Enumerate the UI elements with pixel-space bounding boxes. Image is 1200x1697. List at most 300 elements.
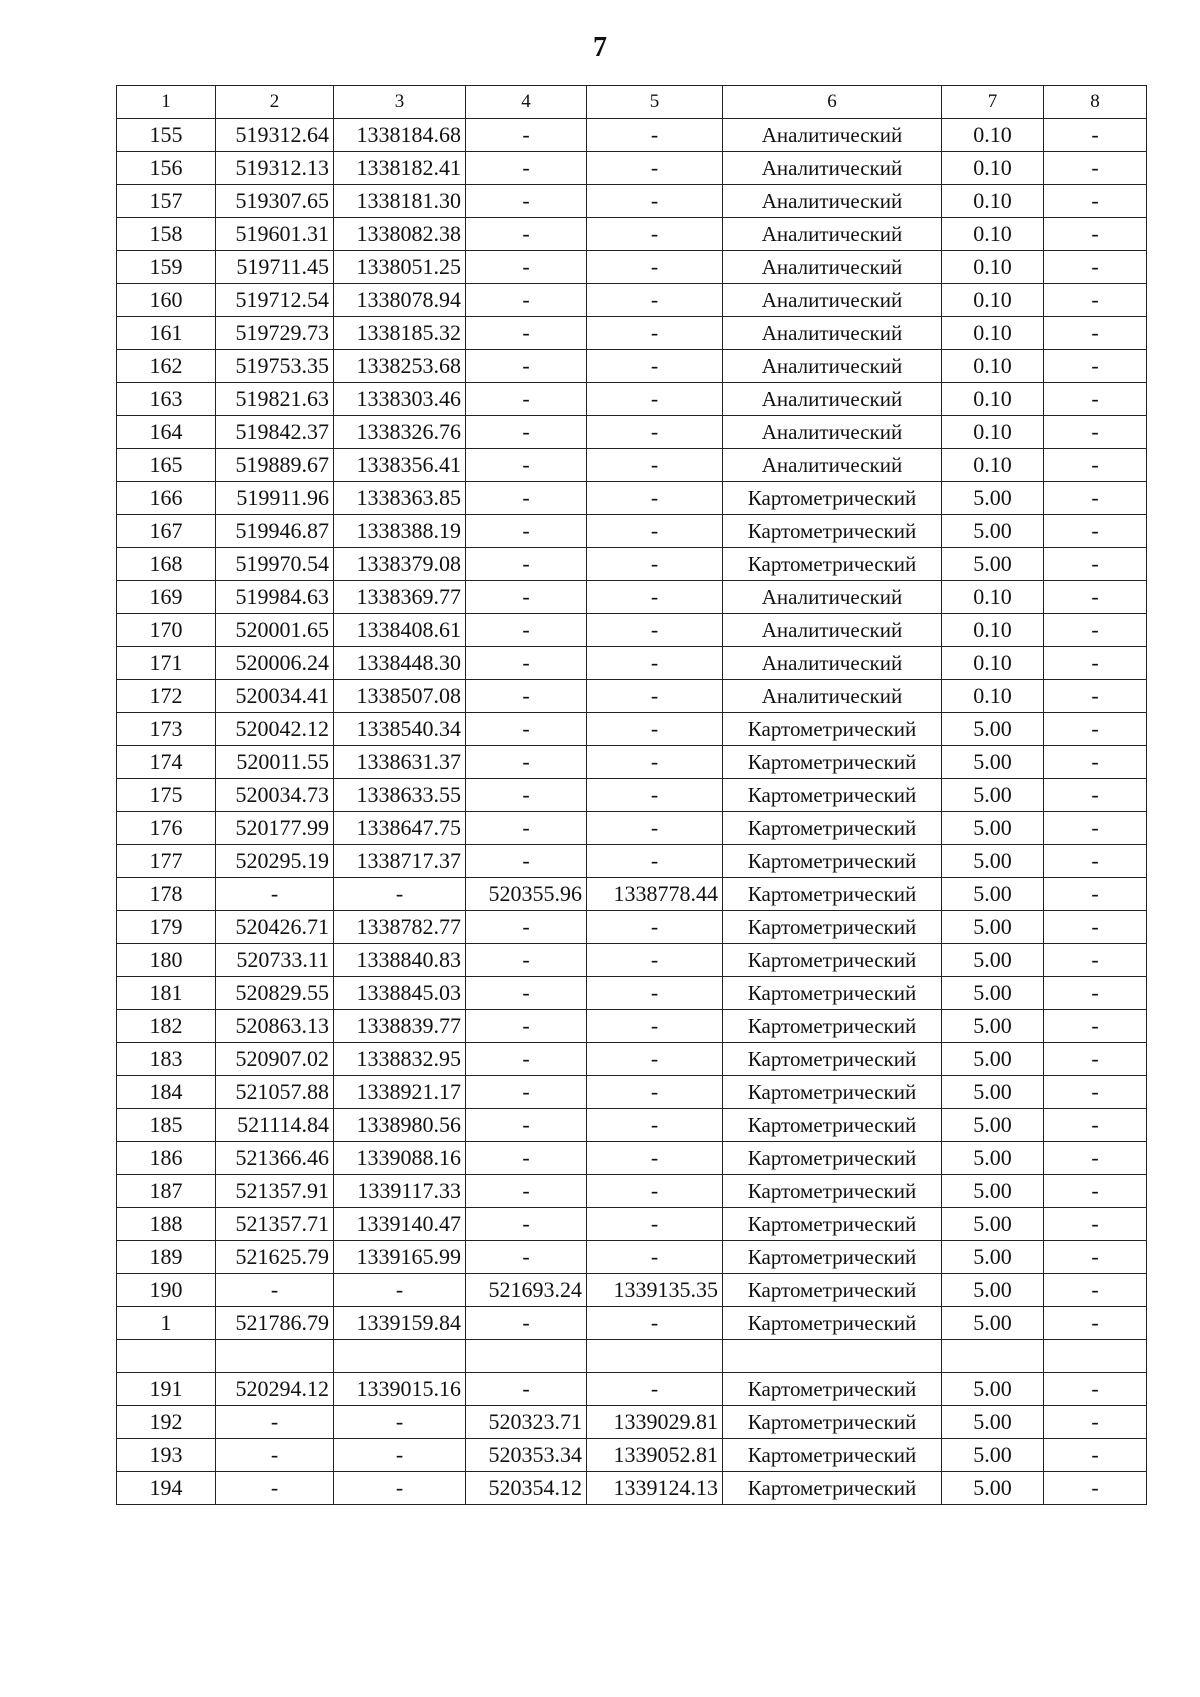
cell-x-coordinate: 519711.45: [216, 251, 334, 284]
cell-point-number: 185: [117, 1109, 216, 1142]
table-row: [117, 185, 1147, 218]
cell-y-new-coordinate: 1339052.81: [587, 1439, 723, 1472]
cell-y-coordinate: 1338303.46: [334, 383, 466, 416]
cell-y-coordinate: 1339140.47: [334, 1208, 466, 1241]
cell-accuracy: 5.00: [942, 1175, 1044, 1208]
table-row: [117, 1307, 1147, 1340]
cell-y-new-coordinate: -: [587, 449, 723, 482]
table-row: [117, 779, 1147, 812]
table-row: [117, 548, 1147, 581]
cell-accuracy: 5.00: [942, 1010, 1044, 1043]
cell-y-new-coordinate: -: [587, 1010, 723, 1043]
table-header-row: [117, 86, 1147, 119]
cell-accuracy: 5.00: [942, 1043, 1044, 1076]
cell-x-coordinate: 519889.67: [216, 449, 334, 482]
cell-note: -: [1044, 1043, 1147, 1076]
cell-x-new-coordinate: 521693.24: [466, 1274, 587, 1307]
cell-accuracy: 0.10: [942, 581, 1044, 614]
cell-x-coordinate: 519821.63: [216, 383, 334, 416]
cell-point-number: 190: [117, 1274, 216, 1307]
table-row: [117, 284, 1147, 317]
cell-accuracy: 0.10: [942, 251, 1044, 284]
cell-point-number: 193: [117, 1439, 216, 1472]
cell-x-new-coordinate: -: [466, 1208, 587, 1241]
table-row: [117, 812, 1147, 845]
cell-x-coordinate: 519729.73: [216, 317, 334, 350]
cell-accuracy: 5.00: [942, 1142, 1044, 1175]
cell-accuracy: 5.00: [942, 548, 1044, 581]
cell-x-coordinate: 520011.55: [216, 746, 334, 779]
cell-x-new-coordinate: -: [466, 1373, 587, 1406]
cell-point-number: 157: [117, 185, 216, 218]
cell-method: Аналитический: [723, 317, 942, 350]
table-row: [117, 416, 1147, 449]
cell-y-coordinate: 1338507.08: [334, 680, 466, 713]
table-row: [117, 1241, 1147, 1274]
cell-x-coordinate: 520295.19: [216, 845, 334, 878]
table-row: [117, 1472, 1147, 1505]
cell-x-new-coordinate: -: [466, 713, 587, 746]
cell-x-coordinate: 521057.88: [216, 1076, 334, 1109]
cell-accuracy: 5.00: [942, 944, 1044, 977]
cell-point-number: 167: [117, 515, 216, 548]
cell-point-number: 184: [117, 1076, 216, 1109]
cell-note: -: [1044, 1274, 1147, 1307]
cell-y-new-coordinate: -: [587, 185, 723, 218]
cell-accuracy: 5.00: [942, 746, 1044, 779]
column-header-3: 3: [334, 86, 466, 119]
cell-x-new-coordinate: 520323.71: [466, 1406, 587, 1439]
cell-y-new-coordinate: -: [587, 152, 723, 185]
cell-x-new-coordinate: 520353.34: [466, 1439, 587, 1472]
cell-method: [723, 1340, 942, 1373]
cell-x-new-coordinate: -: [466, 482, 587, 515]
cell-y-new-coordinate: -: [587, 680, 723, 713]
cell-note: -: [1044, 1208, 1147, 1241]
cell-y-coordinate: 1339015.16: [334, 1373, 466, 1406]
cell-y-new-coordinate: -: [587, 284, 723, 317]
table-row: [117, 119, 1147, 152]
cell-y-new-coordinate: -: [587, 1175, 723, 1208]
table-row: [117, 1142, 1147, 1175]
cell-y-new-coordinate: -: [587, 713, 723, 746]
cell-method: Аналитический: [723, 383, 942, 416]
cell-y-new-coordinate: 1338778.44: [587, 878, 723, 911]
cell-x-coordinate: 521786.79: [216, 1307, 334, 1340]
table-row: [117, 944, 1147, 977]
cell-note: -: [1044, 185, 1147, 218]
cell-method: Аналитический: [723, 284, 942, 317]
cell-y-coordinate: 1338782.77: [334, 911, 466, 944]
table-row: [117, 515, 1147, 548]
cell-x-new-coordinate: -: [466, 317, 587, 350]
cell-y-coordinate: 1338253.68: [334, 350, 466, 383]
cell-method: Картометрический: [723, 482, 942, 515]
cell-note: -: [1044, 1241, 1147, 1274]
cell-y-new-coordinate: -: [587, 218, 723, 251]
cell-x-coordinate: 519984.63: [216, 581, 334, 614]
cell-x-new-coordinate: -: [466, 185, 587, 218]
cell-x-new-coordinate: -: [466, 1109, 587, 1142]
cell-point-number: 175: [117, 779, 216, 812]
cell-x-coordinate: 521114.84: [216, 1109, 334, 1142]
table-row: [117, 911, 1147, 944]
cell-x-new-coordinate: -: [466, 779, 587, 812]
cell-note: -: [1044, 1307, 1147, 1340]
cell-point-number: 178: [117, 878, 216, 911]
cell-accuracy: 5.00: [942, 482, 1044, 515]
cell-point-number: 172: [117, 680, 216, 713]
cell-x-coordinate: 520034.73: [216, 779, 334, 812]
cell-y-coordinate: 1339159.84: [334, 1307, 466, 1340]
cell-method: Картометрический: [723, 1472, 942, 1505]
cell-x-new-coordinate: -: [466, 1175, 587, 1208]
cell-point-number: 156: [117, 152, 216, 185]
cell-accuracy: 5.00: [942, 1274, 1044, 1307]
cell-x-new-coordinate: -: [466, 614, 587, 647]
cell-x-new-coordinate: -: [466, 152, 587, 185]
cell-y-coordinate: 1339117.33: [334, 1175, 466, 1208]
cell-note: -: [1044, 350, 1147, 383]
cell-note: -: [1044, 746, 1147, 779]
cell-accuracy: 5.00: [942, 1241, 1044, 1274]
cell-accuracy: 5.00: [942, 1406, 1044, 1439]
cell-y-coordinate: -: [334, 1439, 466, 1472]
cell-note: -: [1044, 647, 1147, 680]
column-header-5: 5: [587, 86, 723, 119]
cell-x-new-coordinate: -: [466, 383, 587, 416]
cell-method: Аналитический: [723, 647, 942, 680]
cell-note: -: [1044, 1109, 1147, 1142]
cell-accuracy: 5.00: [942, 1373, 1044, 1406]
cell-x-coordinate: -: [216, 878, 334, 911]
cell-note: -: [1044, 218, 1147, 251]
cell-y-new-coordinate: -: [587, 548, 723, 581]
table-row: [117, 1010, 1147, 1043]
table-row: [117, 746, 1147, 779]
cell-y-new-coordinate: -: [587, 350, 723, 383]
cell-accuracy: 0.10: [942, 614, 1044, 647]
cell-note: [1044, 1340, 1147, 1373]
cell-y-new-coordinate: -: [587, 1076, 723, 1109]
cell-y-coordinate: 1338647.75: [334, 812, 466, 845]
cell-method: Картометрический: [723, 878, 942, 911]
table-row: [117, 977, 1147, 1010]
cell-y-coordinate: 1339088.16: [334, 1142, 466, 1175]
cell-y-new-coordinate: -: [587, 119, 723, 152]
cell-y-coordinate: 1338363.85: [334, 482, 466, 515]
cell-note: -: [1044, 1439, 1147, 1472]
cell-y-coordinate: 1338051.25: [334, 251, 466, 284]
cell-x-new-coordinate: -: [466, 416, 587, 449]
cell-y-new-coordinate: [587, 1340, 723, 1373]
cell-point-number: 162: [117, 350, 216, 383]
cell-note: -: [1044, 680, 1147, 713]
cell-method: Аналитический: [723, 119, 942, 152]
cell-y-coordinate: -: [334, 1274, 466, 1307]
cell-method: Картометрический: [723, 1241, 942, 1274]
cell-x-coordinate: 520034.41: [216, 680, 334, 713]
cell-method: Картометрический: [723, 1175, 942, 1208]
cell-x-new-coordinate: -: [466, 647, 587, 680]
cell-method: Аналитический: [723, 416, 942, 449]
cell-method: Картометрический: [723, 1406, 942, 1439]
cell-x-new-coordinate: 520355.96: [466, 878, 587, 911]
cell-accuracy: 5.00: [942, 845, 1044, 878]
cell-point-number: 168: [117, 548, 216, 581]
cell-method: Картометрический: [723, 779, 942, 812]
cell-note: -: [1044, 284, 1147, 317]
cell-method: Картометрический: [723, 1010, 942, 1043]
cell-y-coordinate: 1338369.77: [334, 581, 466, 614]
cell-point-number: 180: [117, 944, 216, 977]
cell-y-coordinate: 1338717.37: [334, 845, 466, 878]
cell-x-coordinate: 520294.12: [216, 1373, 334, 1406]
cell-x-coordinate: 520042.12: [216, 713, 334, 746]
cell-x-coordinate: 521366.46: [216, 1142, 334, 1175]
cell-x-coordinate: 519601.31: [216, 218, 334, 251]
cell-y-coordinate: 1338182.41: [334, 152, 466, 185]
cell-point-number: 186: [117, 1142, 216, 1175]
cell-note: -: [1044, 548, 1147, 581]
cell-method: Аналитический: [723, 185, 942, 218]
cell-method: Картометрический: [723, 746, 942, 779]
cell-accuracy: 0.10: [942, 152, 1044, 185]
cell-x-new-coordinate: -: [466, 548, 587, 581]
cell-x-coordinate: -: [216, 1472, 334, 1505]
cell-y-coordinate: 1338980.56: [334, 1109, 466, 1142]
cell-method: Картометрический: [723, 1373, 942, 1406]
cell-point-number: 177: [117, 845, 216, 878]
cell-y-coordinate: 1338184.68: [334, 119, 466, 152]
cell-note: -: [1044, 911, 1147, 944]
cell-accuracy: 5.00: [942, 1208, 1044, 1241]
table-row: [117, 152, 1147, 185]
cell-accuracy: 5.00: [942, 1076, 1044, 1109]
cell-x-new-coordinate: -: [466, 1241, 587, 1274]
cell-x-new-coordinate: -: [466, 1076, 587, 1109]
cell-x-coordinate: 521357.91: [216, 1175, 334, 1208]
cell-accuracy: 5.00: [942, 911, 1044, 944]
cell-note: -: [1044, 581, 1147, 614]
cell-y-coordinate: 1338379.08: [334, 548, 466, 581]
cell-point-number: 170: [117, 614, 216, 647]
cell-y-coordinate: 1338839.77: [334, 1010, 466, 1043]
cell-x-new-coordinate: -: [466, 812, 587, 845]
cell-y-new-coordinate: -: [587, 317, 723, 350]
cell-y-coordinate: 1338832.95: [334, 1043, 466, 1076]
cell-accuracy: 5.00: [942, 812, 1044, 845]
cell-method: Картометрический: [723, 515, 942, 548]
cell-y-coordinate: 1338448.30: [334, 647, 466, 680]
cell-y-coordinate: 1338185.32: [334, 317, 466, 350]
cell-note: -: [1044, 152, 1147, 185]
table-row: [117, 1373, 1147, 1406]
cell-y-new-coordinate: -: [587, 1142, 723, 1175]
table-row: [117, 1439, 1147, 1472]
cell-accuracy: 5.00: [942, 1109, 1044, 1142]
cell-x-new-coordinate: -: [466, 977, 587, 1010]
cell-accuracy: 0.10: [942, 119, 1044, 152]
cell-y-new-coordinate: -: [587, 977, 723, 1010]
cell-x-new-coordinate: -: [466, 581, 587, 614]
cell-method: Картометрический: [723, 1274, 942, 1307]
cell-x-new-coordinate: -: [466, 1010, 587, 1043]
cell-y-coordinate: 1338840.83: [334, 944, 466, 977]
cell-x-new-coordinate: -: [466, 911, 587, 944]
cell-accuracy: 5.00: [942, 1439, 1044, 1472]
cell-point-number: 166: [117, 482, 216, 515]
cell-point-number: 171: [117, 647, 216, 680]
cell-x-new-coordinate: -: [466, 1043, 587, 1076]
cell-method: Аналитический: [723, 218, 942, 251]
cell-accuracy: [942, 1340, 1044, 1373]
cell-note: -: [1044, 251, 1147, 284]
cell-note: -: [1044, 977, 1147, 1010]
cell-x-coordinate: 520177.99: [216, 812, 334, 845]
table-row: [117, 647, 1147, 680]
table-row: [117, 581, 1147, 614]
cell-y-new-coordinate: 1339029.81: [587, 1406, 723, 1439]
cell-x-coordinate: 520733.11: [216, 944, 334, 977]
cell-method: Аналитический: [723, 251, 942, 284]
cell-y-coordinate: 1338631.37: [334, 746, 466, 779]
table-row: [117, 383, 1147, 416]
cell-method: Картометрический: [723, 911, 942, 944]
cell-method: Картометрический: [723, 944, 942, 977]
cell-y-new-coordinate: -: [587, 1241, 723, 1274]
cell-point-number: 165: [117, 449, 216, 482]
cell-x-coordinate: -: [216, 1439, 334, 1472]
cell-x-new-coordinate: -: [466, 746, 587, 779]
cell-accuracy: 0.10: [942, 383, 1044, 416]
table-row: [117, 482, 1147, 515]
cell-point-number: 179: [117, 911, 216, 944]
cell-method: Картометрический: [723, 1109, 942, 1142]
cell-note: -: [1044, 812, 1147, 845]
cell-accuracy: 5.00: [942, 713, 1044, 746]
cell-method: Аналитический: [723, 614, 942, 647]
cell-method: Картометрический: [723, 845, 942, 878]
cell-method: Картометрический: [723, 548, 942, 581]
table-row: [117, 449, 1147, 482]
cell-point-number: 155: [117, 119, 216, 152]
cell-y-new-coordinate: -: [587, 1307, 723, 1340]
cell-note: -: [1044, 1406, 1147, 1439]
cell-note: -: [1044, 614, 1147, 647]
cell-y-coordinate: 1338540.34: [334, 713, 466, 746]
cell-point-number: 191: [117, 1373, 216, 1406]
cell-accuracy: 5.00: [942, 977, 1044, 1010]
cell-method: Картометрический: [723, 1307, 942, 1340]
cell-y-coordinate: -: [334, 878, 466, 911]
cell-x-new-coordinate: 520354.12: [466, 1472, 587, 1505]
cell-point-number: 174: [117, 746, 216, 779]
cell-note: -: [1044, 416, 1147, 449]
table-row: [117, 614, 1147, 647]
cell-x-coordinate: 519842.37: [216, 416, 334, 449]
cell-accuracy: 0.10: [942, 350, 1044, 383]
cell-x-coordinate: 519307.65: [216, 185, 334, 218]
cell-x-coordinate: -: [216, 1274, 334, 1307]
cell-x-new-coordinate: -: [466, 680, 587, 713]
cell-x-coordinate: 519946.87: [216, 515, 334, 548]
cell-note: -: [1044, 1076, 1147, 1109]
cell-x-coordinate: 520829.55: [216, 977, 334, 1010]
cell-accuracy: 5.00: [942, 515, 1044, 548]
cell-x-new-coordinate: -: [466, 251, 587, 284]
cell-y-new-coordinate: -: [587, 911, 723, 944]
cell-method: Аналитический: [723, 152, 942, 185]
table-row: [117, 350, 1147, 383]
column-header-1: 1: [117, 86, 216, 119]
cell-y-new-coordinate: -: [587, 614, 723, 647]
cell-point-number: 158: [117, 218, 216, 251]
table-row: [117, 878, 1147, 911]
cell-y-coordinate: 1338356.41: [334, 449, 466, 482]
cell-y-new-coordinate: -: [587, 779, 723, 812]
cell-x-coordinate: 520006.24: [216, 647, 334, 680]
cell-point-number: 161: [117, 317, 216, 350]
cell-x-coordinate: 520863.13: [216, 1010, 334, 1043]
table-row: [117, 713, 1147, 746]
table-row: [117, 218, 1147, 251]
cell-x-coordinate: 519970.54: [216, 548, 334, 581]
cell-accuracy: 0.10: [942, 416, 1044, 449]
cell-x-coordinate: 519312.13: [216, 152, 334, 185]
cell-x-new-coordinate: [466, 1340, 587, 1373]
cell-y-coordinate: 1338921.17: [334, 1076, 466, 1109]
cell-y-new-coordinate: 1339135.35: [587, 1274, 723, 1307]
cell-point-number: 164: [117, 416, 216, 449]
cell-y-coordinate: 1338326.76: [334, 416, 466, 449]
page-number: 7: [593, 32, 607, 63]
cell-accuracy: 5.00: [942, 779, 1044, 812]
cell-accuracy: 0.10: [942, 449, 1044, 482]
cell-point-number: 192: [117, 1406, 216, 1439]
cell-method: Картометрический: [723, 812, 942, 845]
cell-point-number: 181: [117, 977, 216, 1010]
cell-point-number: 176: [117, 812, 216, 845]
cell-x-new-coordinate: -: [466, 1307, 587, 1340]
cell-note: -: [1044, 1010, 1147, 1043]
cell-y-new-coordinate: -: [587, 1208, 723, 1241]
cell-point-number: 159: [117, 251, 216, 284]
cell-method: Картометрический: [723, 1208, 942, 1241]
cell-note: -: [1044, 1175, 1147, 1208]
cell-method: Картометрический: [723, 1043, 942, 1076]
cell-accuracy: 0.10: [942, 218, 1044, 251]
cell-y-new-coordinate: -: [587, 944, 723, 977]
cell-x-new-coordinate: -: [466, 515, 587, 548]
cell-x-new-coordinate: -: [466, 449, 587, 482]
cell-x-coordinate: 519712.54: [216, 284, 334, 317]
cell-x-coordinate: [216, 1340, 334, 1373]
cell-note: -: [1044, 383, 1147, 416]
table-row: [117, 1175, 1147, 1208]
table-row: [117, 680, 1147, 713]
cell-accuracy: 5.00: [942, 1307, 1044, 1340]
cell-x-coordinate: 519911.96: [216, 482, 334, 515]
cell-x-coordinate: 520907.02: [216, 1043, 334, 1076]
cell-y-new-coordinate: -: [587, 812, 723, 845]
cell-note: -: [1044, 845, 1147, 878]
column-header-6: 6: [723, 86, 942, 119]
cell-accuracy: 0.10: [942, 647, 1044, 680]
cell-x-coordinate: -: [216, 1406, 334, 1439]
cell-y-coordinate: 1338078.94: [334, 284, 466, 317]
column-header-2: 2: [216, 86, 334, 119]
